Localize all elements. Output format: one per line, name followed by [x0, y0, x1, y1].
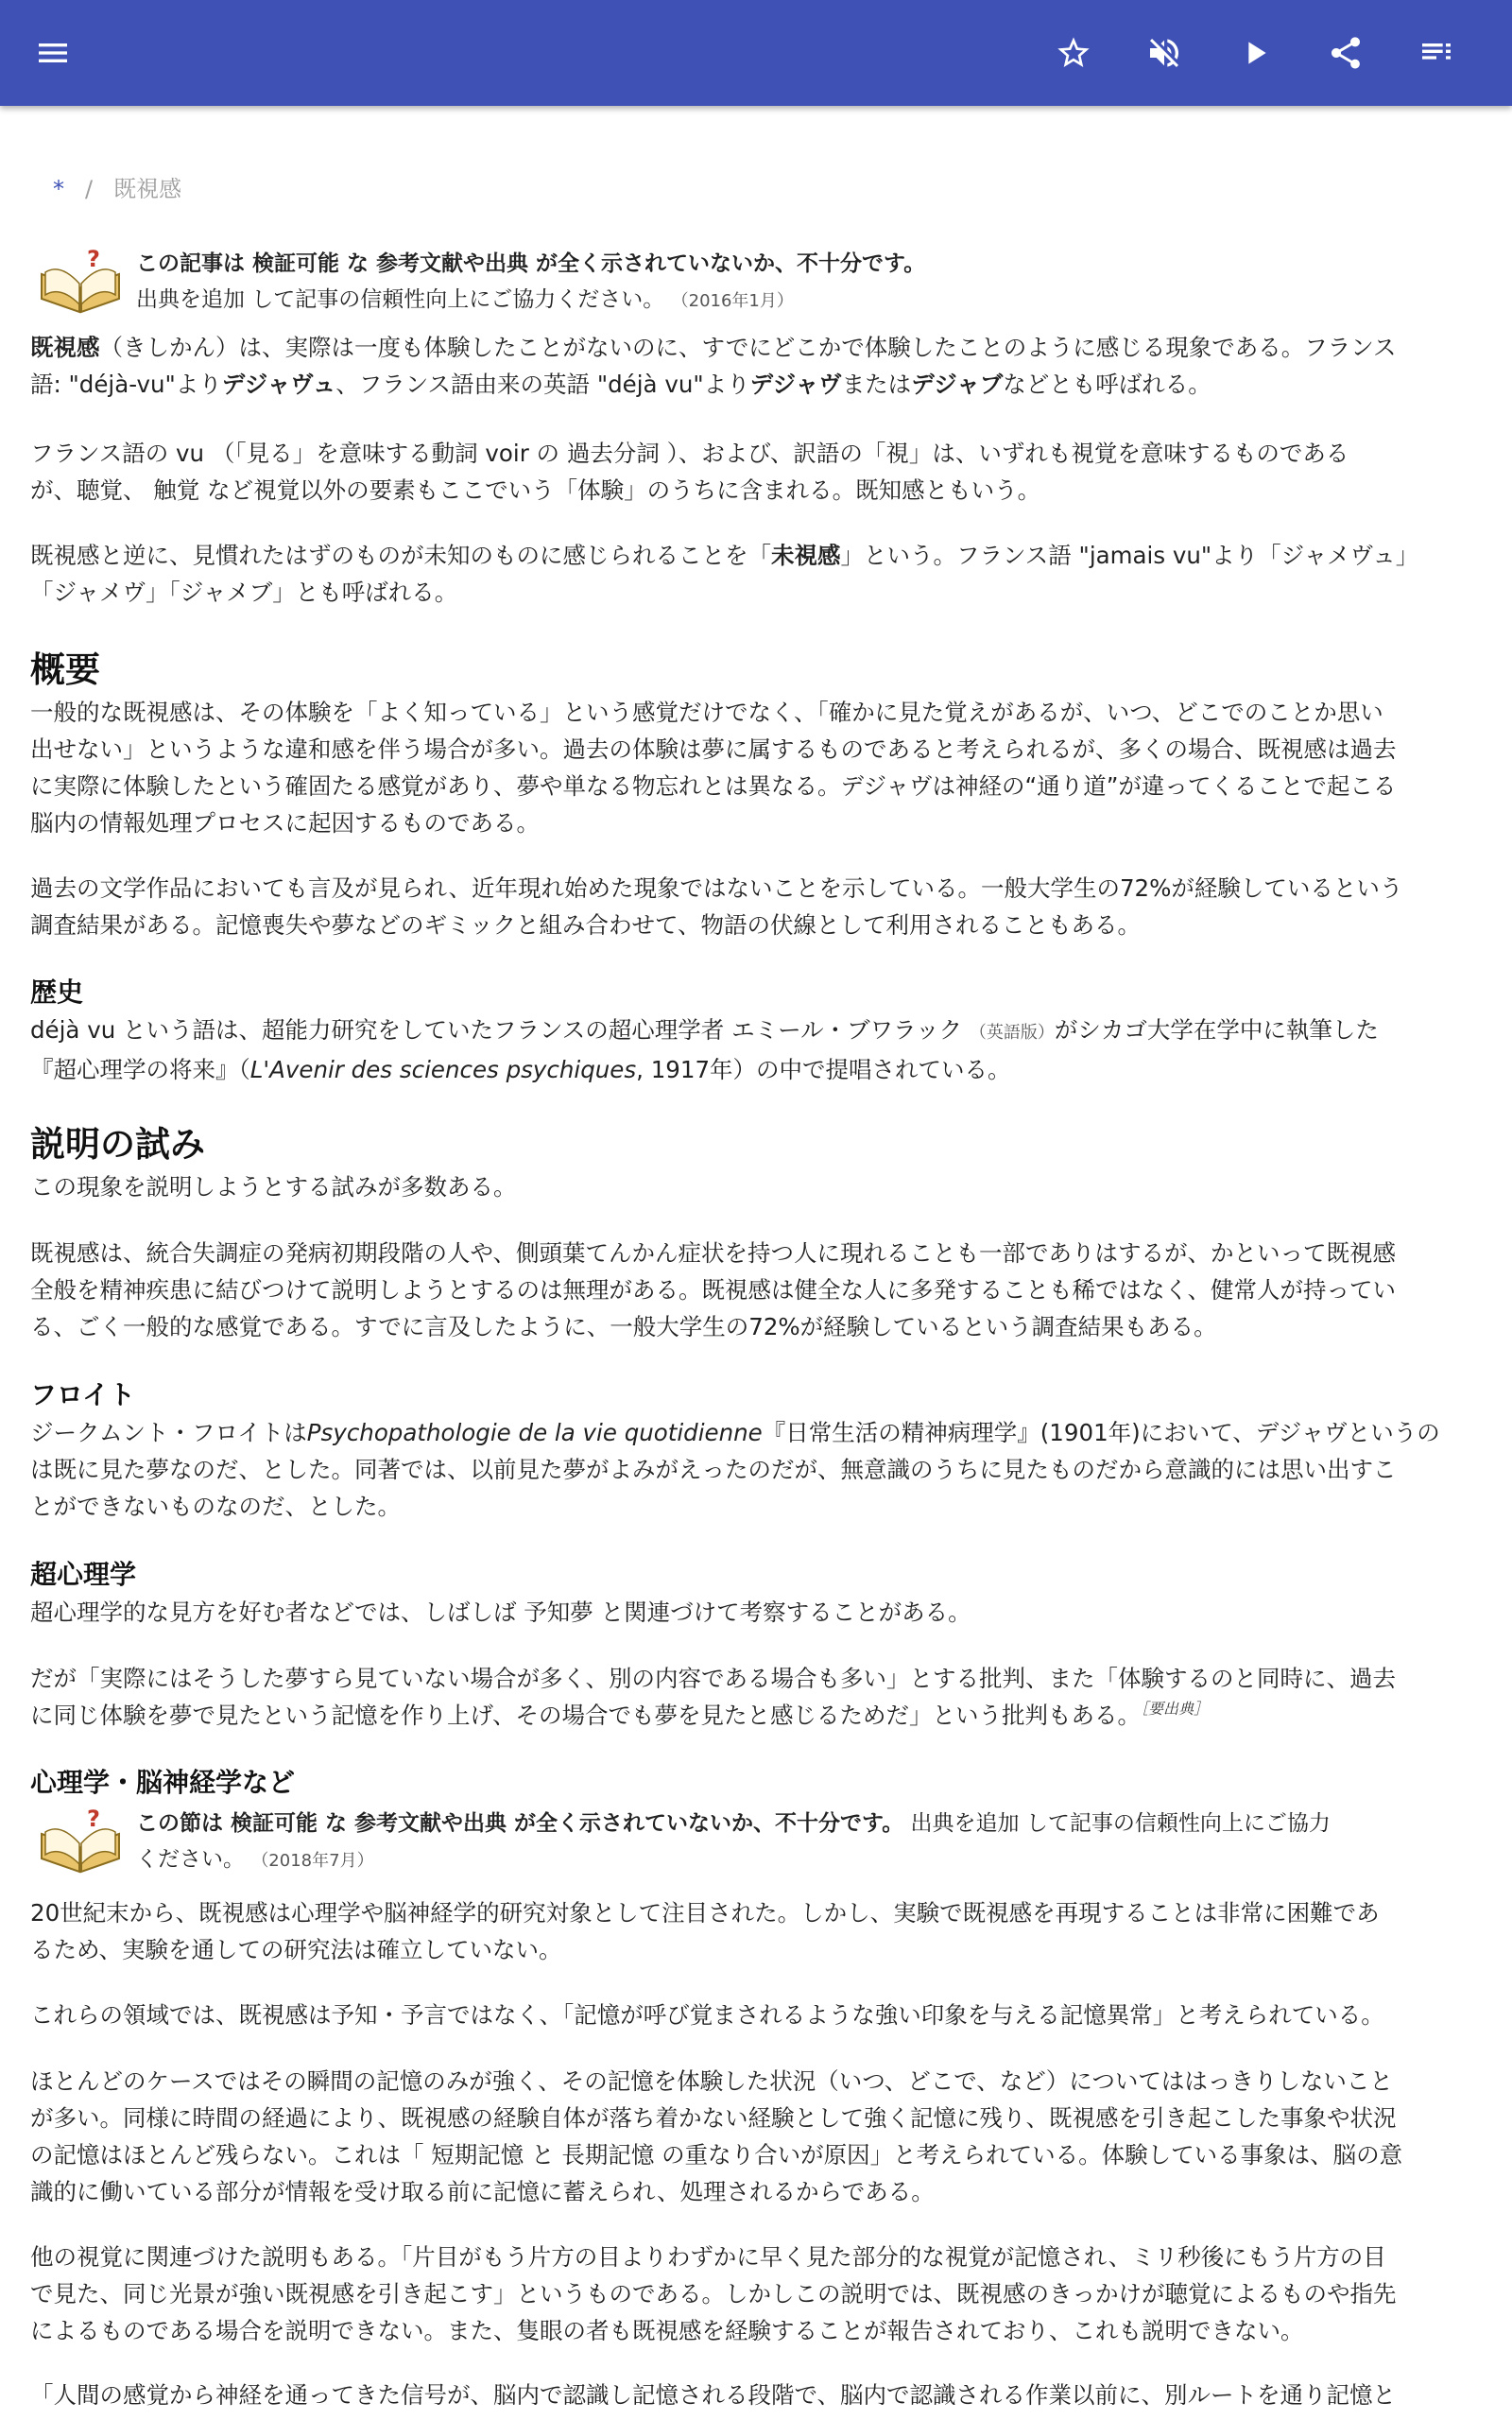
- term-dejavu-1: デジャヴュ: [221, 371, 336, 398]
- paragraph-line: これらの領域では、既視感は予知・予言ではなく、「記憶が呼び覚まされるような強い印象を与える記憶異常」と考えられている。: [30, 2001, 1384, 2029]
- book-question-icon: [38, 246, 123, 316]
- breadcrumb: [53, 170, 181, 203]
- overview-paragraph-2: [30, 870, 1482, 943]
- notice-add-source[interactable]: 出典を追加 して記事の信頼性向上にご協力: [903, 1811, 1331, 1836]
- app-bar: [0, 0, 1512, 106]
- psychology-paragraph-4: [30, 2238, 1482, 2349]
- playlist-icon[interactable]: [1406, 23, 1467, 83]
- paragraph-line: 脳内の情報処理プロセスに起因するものである。: [30, 809, 540, 837]
- intro-text: または: [841, 371, 912, 398]
- paragraph-line: によるものである場合を説明できない。また、隻眼の者も既視感を経験することが報告されており、これも説明できない。: [30, 2317, 1304, 2344]
- menu-icon[interactable]: [23, 23, 83, 83]
- svg-text:?: ?: [87, 1806, 100, 1832]
- psychology-paragraph-1: [30, 1894, 1482, 1968]
- intro-text: 既視感と逆に、見慣れたはずのものが未知のものに感じられることを「: [30, 542, 771, 569]
- freud-paragraph: [30, 1414, 1482, 1525]
- notice-add-source[interactable]: 出典を追加 して記事の信頼性向上にご協力ください。: [136, 287, 665, 312]
- book-title: Psychopathologie de la vie quotidienne: [306, 1419, 763, 1446]
- explanation-paragraph-1: [30, 1168, 1482, 1205]
- citation-notice: [30, 246, 1482, 321]
- intro-text: 語: "déjà-vu"より: [30, 371, 222, 398]
- paragraph-line: が多い。同様に時間の経過により、既視感の経験自体が落ち着かない経験として強く記憶に残り、既視感を引き起こした事象や状況: [30, 2104, 1397, 2132]
- intro-text: などとも呼ばれる。: [1003, 371, 1211, 398]
- paragraph-line: ほとんどのケースではその瞬間の記憶のみが強く、その記憶を体験した状況（いつ、どこで、など）についてははっきりしないこと: [30, 2067, 1393, 2095]
- section-heading-explanation: 説明の試み: [30, 1124, 205, 1165]
- intro-text: （きしかん）は、実際は一度も体験したことがないのに、すでにどこかで体験したことのように感じる現象である。フランス: [99, 334, 1397, 361]
- section-heading-psychology: 心理学・脳神経学など: [30, 1767, 296, 1798]
- paragraph-line: 20世紀末から、既視感は心理学や脳神経学的研究対象として注目された。しかし、実験で既視感を再現することは非常に困難であ: [30, 1899, 1380, 1927]
- section-heading-overview: 概要: [30, 649, 100, 690]
- paragraph-line: るため、実験を通しての研究法は確立していない。: [30, 1936, 562, 1963]
- paragraph-line: で見た、同じ光景が強い既視感を引き起こす」というものである。しかしこの説明では、既視感のきっかけが聴覚によるものや指先: [30, 2280, 1397, 2308]
- paragraph-line: 一般的な既視感は、その体験を「よく知っている」という感覚だけでなく、「確かに見た覚えがあるが、いつ、どこでのことか思い: [30, 699, 1383, 726]
- term-kishikan: 既視感: [30, 334, 100, 361]
- term-dejavu-2: デジャヴ: [749, 371, 842, 398]
- breadcrumb-home-link[interactable]: *: [53, 176, 64, 202]
- paragraph-line: に実際に体験したという確固たる感覚があり、夢や単なる物忘れとは異なる。デジャヴは神経の“通り道”が違ってくることで起こる: [30, 772, 1397, 800]
- overview-paragraph-1: [30, 694, 1482, 841]
- intro-text: 、フランス語由来の英語 "déjà vu"より: [335, 371, 750, 398]
- paragraph-line: に同じ体験を夢で見たという記憶を作り上げ、その場合でも夢を見たと感じるためだ」という批判もある。: [30, 1702, 1142, 1729]
- notice-title: この記事は 検証可能 な 参考文献や出典 が全く示されていないか、不十分です。: [136, 251, 926, 276]
- intro-paragraph-1: [30, 329, 1482, 403]
- svg-text:?: ?: [87, 246, 100, 272]
- paragraph-line: 識的に働いている部分が情報を受け取る前に記憶に蓄えられ、処理されるからである。: [30, 2178, 935, 2205]
- paragraph-line: とができないものなのだ、とした。: [30, 1493, 401, 1520]
- notice-date: （2016年1月）: [671, 291, 794, 311]
- english-version-link[interactable]: （英語版）: [969, 1023, 1055, 1043]
- breadcrumb-separator: /: [85, 176, 94, 202]
- history-text: 『超心理学の将来』（: [30, 1056, 250, 1083]
- intro-paragraph-3: [30, 537, 1482, 611]
- parapsychology-paragraph-2: [30, 1660, 1482, 1737]
- notice-text: ください。: [136, 1847, 245, 1872]
- play-icon[interactable]: [1225, 23, 1285, 83]
- paragraph-line: は既に見た夢なのだ、とした。同著では、以前見た夢がよみがえったのだが、無意識のうちに見たものだから意識的には思い出すこ: [30, 1456, 1397, 1483]
- citation-needed[interactable]: ［要出典］: [1141, 1700, 1210, 1718]
- volume-off-icon[interactable]: [1134, 23, 1194, 83]
- share-icon[interactable]: [1315, 23, 1376, 83]
- intro-text: 」という。フランス語 "jamais vu"より「ジャメヴュ」: [840, 542, 1419, 569]
- psychology-paragraph-5: [30, 2377, 1482, 2413]
- breadcrumb-current: 既視感: [113, 176, 182, 202]
- paragraph-line: 超心理学的な見方を好む者などでは、しばしば 予知夢 と関連づけて考察することがある。: [30, 1599, 971, 1626]
- psychology-paragraph-2: [30, 1996, 1482, 2033]
- section-heading-freud: フロイト: [30, 1379, 136, 1410]
- section-citation-notice: [30, 1806, 1482, 1881]
- psychology-paragraph-3: [30, 2063, 1482, 2210]
- explanation-paragraph-2: [30, 1235, 1482, 1345]
- section-heading-history: 歴史: [30, 977, 84, 1008]
- history-text: déjà vu という語は、超能力研究をしていたフランスの超心理学者 エミール・ブワラック: [30, 1016, 963, 1044]
- paragraph-line: 出せない」というような違和感を伴う場合が多い。過去の体験は夢に属するものであると考えられるが、多くの場合、既視感は過去: [30, 735, 1397, 763]
- history-paragraph: [30, 1011, 1482, 1088]
- paragraph-line: 全般を精神疾患に結びつけて説明しようとするのは無理がある。既視感は健全な人に多発することも稀ではなく、健常人が持ってい: [30, 1276, 1397, 1304]
- parapsychology-paragraph-1: [30, 1594, 1482, 1631]
- paragraph-line: フランス語の vu （「見る」を意味する動詞 voir の 過去分詞 ）、および、訳語の「視」は、いずれも視覚を意味するものである: [30, 440, 1349, 467]
- history-text: がシカゴ大学在学中に執筆した: [1054, 1016, 1379, 1044]
- notice-title: この節は 検証可能 な 参考文献や出典 が全く示されていないか、不十分です。: [136, 1811, 904, 1836]
- notice-date: （2018年7月）: [251, 1851, 374, 1871]
- paragraph-line: る、ごく一般的な感覚である。すでに言及したように、一般大学生の72%が経験しているという調査結果もある。: [30, 1313, 1217, 1340]
- paragraph-line: この現象を説明しようとする試みが多数ある。: [30, 1173, 517, 1201]
- intro-paragraph-2: [30, 435, 1482, 509]
- freud-text: 『日常生活の精神病理学』(1901年)において、デジャヴというの: [762, 1419, 1440, 1446]
- book-question-icon: [38, 1806, 123, 1876]
- paragraph-line: 過去の文学作品においても言及が見られ、近年現れ始めた現象ではないことを示している。一般大学生の72%が経験しているという: [30, 874, 1403, 902]
- paragraph-line: 他の視覚に関連づけた説明もある。「片目がもう片方の目よりわずかに早く見た部分的な視覚が記憶され、ミリ秒後にもう片方の目: [30, 2243, 1386, 2271]
- paragraph-line: が、聴覚、 触覚 など視覚以外の要素もここでいう「体験」のうちに含まれる。既知感ともいう。: [30, 476, 1041, 504]
- paragraph-line: の記憶はほとんど残らない。これは「 短期記憶 と 長期記憶 の重なり合いが原因」と考えられている。体験している事象は、脳の意: [30, 2141, 1403, 2169]
- history-text: , 1917年）の中で提唱されている。: [636, 1056, 1011, 1083]
- paragraph-line: 「ジャメヴ」「ジャメブ」とも呼ばれる。: [30, 579, 458, 606]
- section-heading-parapsychology: 超心理学: [30, 1559, 137, 1590]
- term-mishikan: 未視感: [771, 542, 841, 569]
- term-dejavu-3: デジャブ: [911, 371, 1004, 398]
- paragraph-line: だが「実際にはそうした夢すら見ていない場合が多く、別の内容である場合も多い」とする批判、また「体験するのと同時に、過去: [30, 1665, 1397, 1692]
- star-icon[interactable]: [1043, 23, 1104, 83]
- book-title: L'Avenir des sciences psychiques: [249, 1056, 637, 1083]
- freud-text: ジークムント・フロイトは: [30, 1419, 307, 1446]
- paragraph-line: 「人間の感覚から神経を通ってきた信号が、脳内で認識し記憶される段階で、脳内で認識される作業以前に、別ルートを通り記憶と: [30, 2381, 1397, 2409]
- paragraph-line: 調査結果がある。記憶喪失や夢などのギミックと組み合わせて、物語の伏線として利用されることもある。: [30, 911, 1142, 939]
- paragraph-line: 既視感は、統合失調症の発病初期段階の人や、側頭葉てんかん症状を持つ人に現れることも一部でありはするが、かといって既視感: [30, 1239, 1397, 1267]
